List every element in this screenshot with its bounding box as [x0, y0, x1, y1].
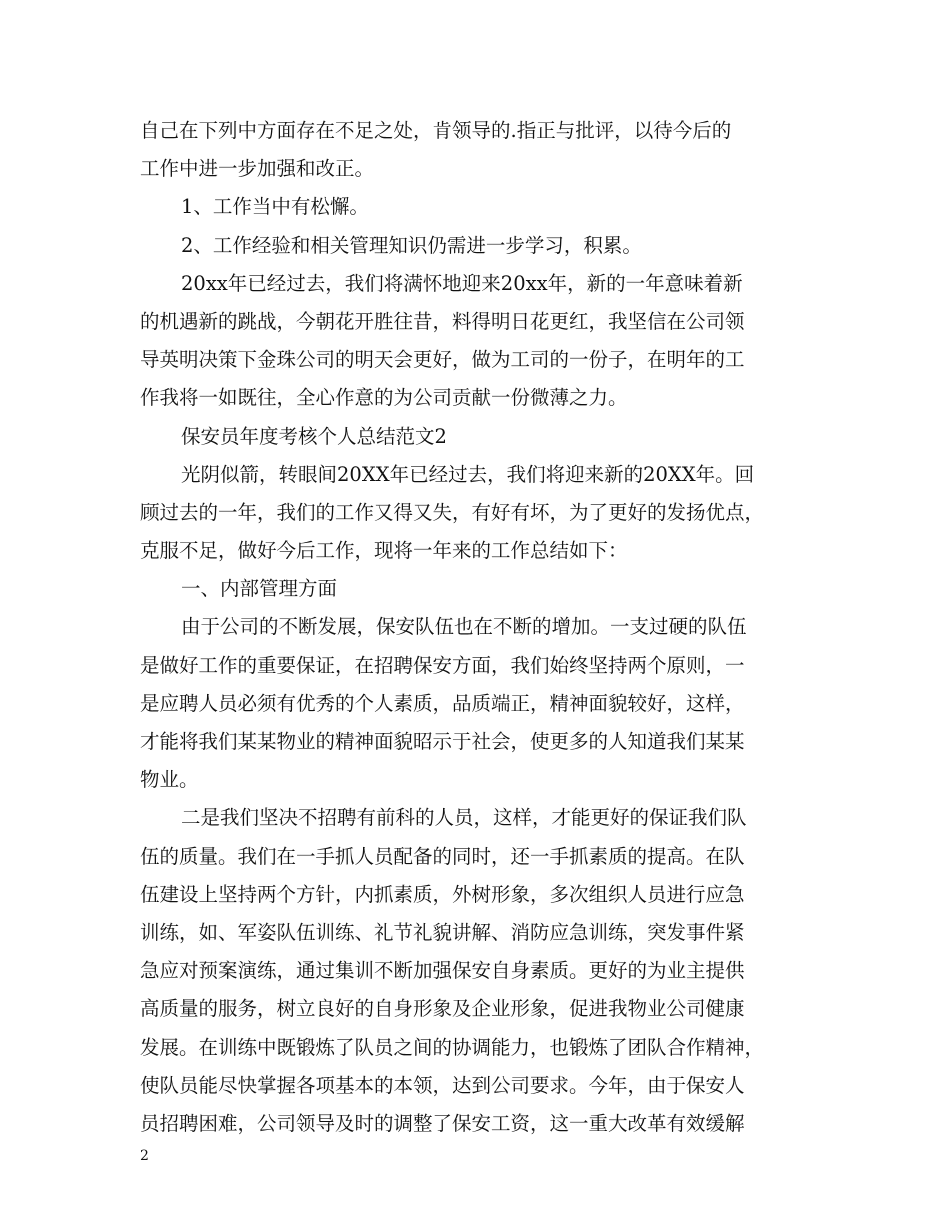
text-line: 2、工作经验和相关管理知识仍需进一步学习，积累。: [181, 233, 642, 257]
section-heading: 保安员年度考核个人总结范文2: [181, 424, 447, 448]
text-line: 伍建设上坚持两个方针，内抓素质，外树形象，多次组织人员进行应急: [140, 882, 745, 906]
text-line: 训练，如、军姿队伍训练、礼节礼貌讲解、消防应急训练，突发事件紧: [140, 920, 745, 944]
text-line: 是做好工作的重要保证，在招聘保安方面，我们始终坚持两个原则，一: [140, 653, 745, 677]
text-line: 顾过去的一年，我们的工作又得又失，有好有坏，为了更好的发扬优点，: [140, 500, 765, 524]
text-line: 作我将一如既往，全心作意的为公司贡献一份微薄之力。: [140, 386, 628, 410]
text-line: 伍的质量。我们在一手抓人员配备的同时，还一手抓素质的提高。在队: [140, 844, 745, 868]
text-line: 物业。: [140, 768, 199, 792]
text-line: 二是我们坚决不招聘有前科的人员，这样，才能更好的保证我们队: [181, 806, 747, 830]
text-line: 自己在下列中方面存在不足之处，肯领导的.指正与批评，以待今后的: [140, 119, 732, 142]
text-line: 20xx年已经过去，我们将满怀地迎来20xx年，新的一年意味着新: [181, 271, 743, 295]
text-line: 由于公司的不断发展，保安队伍也在不断的增加。一支过硬的队伍: [181, 615, 747, 639]
text-line: 光阴似箭，转眼间20XX年已经过去，我们将迎来新的20XX年。回: [181, 462, 755, 486]
text-line: 才能将我们某某物业的精神面貌昭示于社会，使更多的人知道我们某某: [140, 730, 745, 753]
text-line: 是应聘人员必须有优秀的个人素质，品质端正，精神面貌较好，这样，: [140, 691, 745, 715]
text-line: 的机遇新的跳战，今朝花开胜往昔，料得明日花更红，我坚信在公司领: [140, 309, 745, 333]
subsection-heading: 一、内部管理方面: [181, 577, 338, 601]
text-line: 员招聘困难，公司领导及时的调整了保安工资，这一重大改革有效缓解: [140, 1111, 745, 1135]
text-line: 工作中进一步加强和改正。: [140, 157, 375, 181]
text-line: 1、工作当中有松懈。: [181, 195, 369, 219]
text-line: 导英明决策下金珠公司的明天会更好，做为工司的一份子，在明年的工: [140, 348, 745, 372]
text-line: 急应对预案演练，通过集训不断加强保安自身素质。更好的为业主提供: [140, 959, 745, 983]
page-number: 2: [140, 1148, 149, 1164]
text-line: 高质量的服务，树立良好的自身形象及企业形象，促进我物业公司健康: [140, 997, 745, 1021]
text-line: 克服不足，做好今后工作，现将一年来的工作总结如下：: [140, 539, 628, 563]
text-line: 使队员能尽快掌握各项基本的本领，达到公司要求。今年，由于保安人: [140, 1073, 745, 1097]
text-line: 发展。在训练中既锻炼了队员之间的协调能力，也锻炼了团队合作精神，: [140, 1035, 765, 1059]
document-body: [140, 112, 820, 1143]
